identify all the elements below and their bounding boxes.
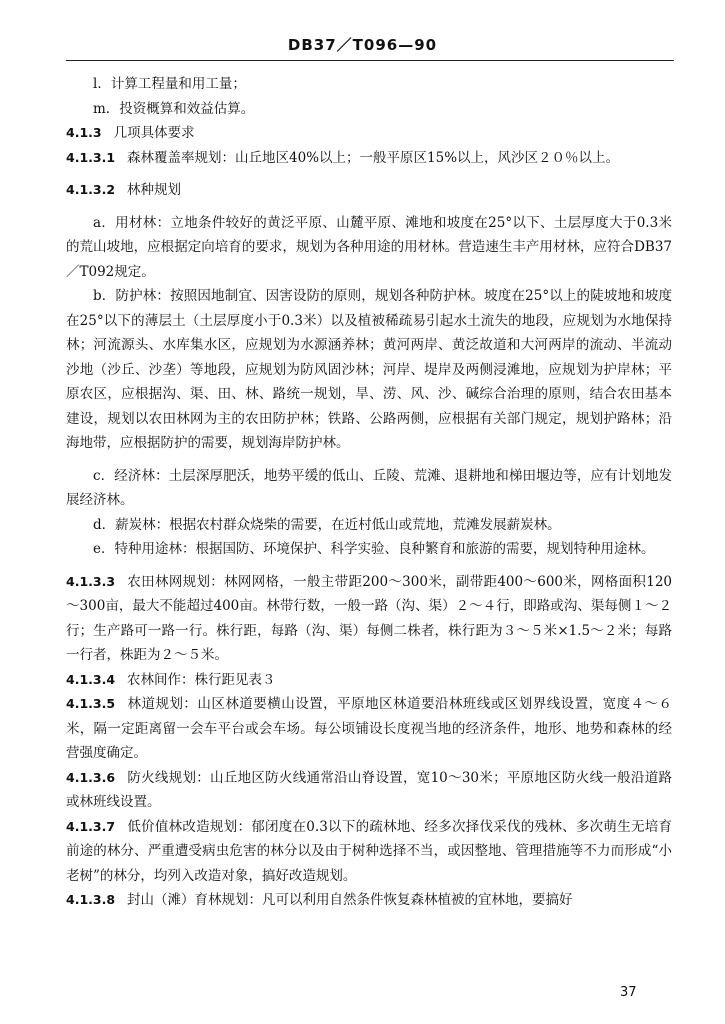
standard-number-header: DB37／T096—90 [287,36,438,54]
clause-text: 林道规划：山区林道要横山设置，平原地区林道要沿林班线或区划界线设置，宽度４～６米，隔一定距离留一会车平台或会车场。每公顷铺设长度视当地的经济条件，地形、地势和森林的经营强度确定。 [66,696,672,761]
clause-number: 4.1.3 [66,125,102,140]
clause-text: a．用材林：立地条件较好的黄泛平原、山麓平原、滩地和坡度在25°以下、土层厚度大于0.3米的荒山坡地，应根据定向培育的要求，规划为各种用途的用材林。营造速生丰产用材林，应符合DB37／T092规定。 [66,214,672,280]
paragraph [66,284,672,456]
clause-text: 农田林网规划：林网网格，一般主带距200～300米，副带距400～600米，网格面积120～300亩，最大不能超过400亩。林带行数，一般一路（沟、渠）２～４行，即路或沟、渠每侧１～２行；生产路可一路一行。株行距，每路（沟、渠）每侧二株者，株行距为３～５米×1.5～２米；每路一行者，株距为２～５米。 [66,573,672,663]
paragraph [66,211,672,285]
clause-4-1-3-1 [66,146,672,171]
paragraph [66,513,672,538]
clause-4-1-3-7 [66,815,672,889]
clause-4-1-3-6 [66,766,672,815]
paragraph [66,72,672,97]
clause-4-1-3-5 [66,692,672,766]
clause-text: 森林覆盖率规划：山丘地区40%以上；一般平原区15%以上，风沙区２０％以上。 [127,149,620,166]
paragraph [66,464,672,513]
clause-number: 4.1.3.8 [66,892,116,907]
clause-text: 农林间作：株行距见表３ [127,671,276,688]
clause-text: 防火线规划：山丘地区防火线通常沿山脊设置，宽10～30米；平原地区防火线一般沿道路或林班线设置。 [66,769,672,810]
clause-4-1-3-3 [66,570,672,668]
clause-number: 4.1.3.2 [66,182,116,197]
clause-text: c．经济林：土层深厚肥沃，地势平缓的低山、丘陵、荒滩、退耕地和梯田堰边等，应有计划地发展经济林。 [66,467,672,508]
clause-text: 低价值林改造规划：郁闭度在0.3以下的疏林地、经多次择伐采伐的残林、多次萌生无培育前途的林分、严重遭受病虫危害的林分以及由于树种选择不当，或因整地、管理措施等不力而形成“小老树”的林分，均列入改造对象，搞好改造规划。 [66,818,672,884]
header-rule [66,60,674,61]
clause-number: 4.1.3.4 [66,671,116,687]
paragraph [66,537,672,562]
clause-number: 4.1.3.3 [66,573,116,589]
clause-text: e．特种用途林：根据国防、环境保护、科学实验、良种繁育和旅游的需要，规划特种用途林。 [93,541,655,557]
clause-text: d．薪炭林：根据农村群众烧柴的需要，在近村低山或荒地，荒滩发展薪炭林。 [93,516,561,533]
clause-text: 林种规划 [127,182,182,198]
clause-text: m．投资概算和效益估算。 [93,100,255,117]
clause-4-1-3-8 [66,888,672,913]
clause-number: 4.1.3.1 [66,149,116,165]
clause-text: b．防护林：按照因地制宜、因害设防的原则，规划各种防护林。坡度在25°以上的陡坡地和坡度在25°以下的薄层土（土层厚度小于0.3米）以及植被稀疏易引起水土流失的地段，应规划为水地保持林；河流源头、水库集水区，应规划为水源涵养林；黄河两岸、黄泛故道和大河两岸的流动、半流动沙地（沙丘、沙垄）等地段，应规划为防风固沙林；河岸、堤岸及两侧浸滩地，应规划为护岸林；平原农区，应根据沟、渠、田、林、路统一规划，旱、涝、风、沙、碱综合治理的原则，结合农田基本建设，规划以农田林网为主的农田防护林；铁路、公路两侧，应根据有关部门规定，规划护路林；沿海地带，应根据防护的需要，规划海岸防护林。 [66,288,672,451]
document-body [66,72,672,913]
clause-4-1-3 [66,121,672,146]
clause-number: 4.1.3.7 [66,818,116,834]
clause-number: 4.1.3.6 [66,769,116,785]
clause-4-1-3-4 [66,668,672,693]
clause-number: 4.1.3.5 [66,696,116,711]
clause-text: 封山（滩）育林规划：凡可以利用自然条件恢复森林植被的宜林地，要搞好 [127,892,573,908]
clause-text: 几项具体要求 [113,125,195,141]
paragraph [66,97,672,122]
page-number: 37 [620,985,637,1000]
clause-text: l．计算工程量和用工量； [93,76,246,92]
clause-4-1-3-2 [66,178,672,203]
